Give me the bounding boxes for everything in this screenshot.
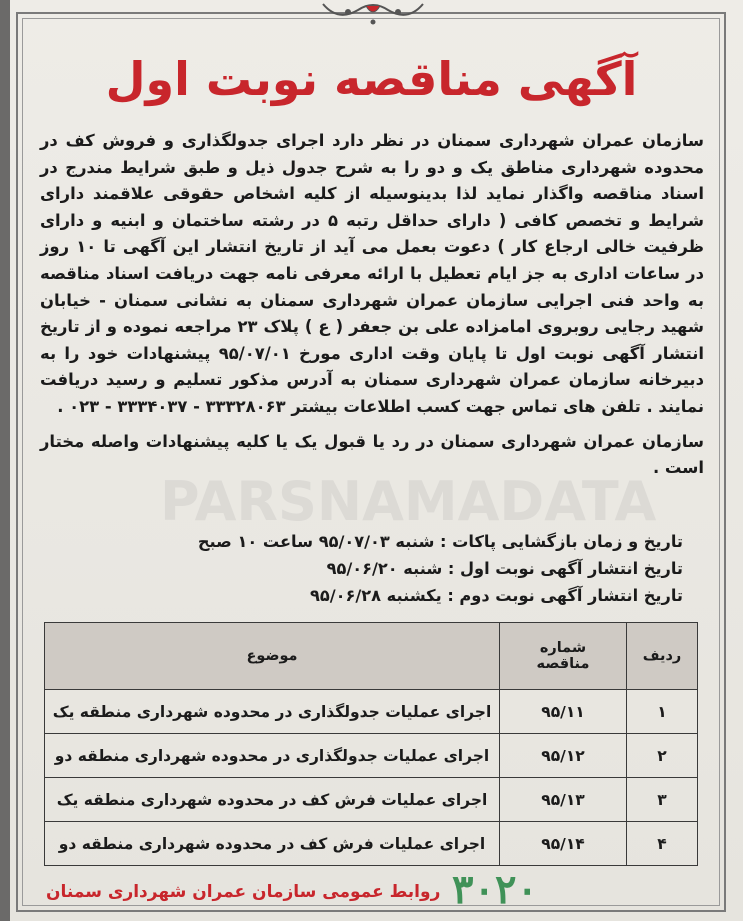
subject-cell: اجرای عملیات جدولگذاری در محدوده شهرداری منطقه دو [45,734,500,778]
ad-title: آگهی مناقصه نوبت اول [105,52,638,106]
watermark: PARSNAMADATA [160,470,657,533]
first-publish-date: تاریخ انتشار آگهی نوبت اول : شنبه ۹۵/۰۶/۲۰ [326,559,683,578]
row-number-cell: ۱ [627,690,698,734]
handwritten-stamp: ۳۰۲۰ [452,866,538,913]
header-row-number: ردیف [627,623,698,690]
row-number-cell: ۲ [627,734,698,778]
table-row [45,690,698,734]
subject-cell: اجرای عملیات فرش کف در محدوده شهرداری منطقه دو [45,822,500,866]
tender-number-cell: ۹۵/۱۲ [500,734,627,778]
decorative-ornament-icon [318,0,428,26]
table-header-row [45,623,698,690]
opening-date: تاریخ و زمان بازگشایی پاکات : شنبه ۹۵/۰۷/۰۳ ساعت ۱۰ صبح [197,532,683,551]
subject-cell: اجرای عملیات فرش کف در محدوده شهرداری منطقه یک [45,778,500,822]
header-tender-number [500,623,627,690]
table-row [45,822,698,866]
header-tender-number-line1: شماره [539,640,587,656]
subject-cell: اجرای عملیات جدولگذاری در محدوده شهرداری منطقه یک [45,690,500,734]
tender-number-cell: ۹۵/۱۴ [500,822,627,866]
ad-body [40,128,704,482]
ad-paragraph-main: سازمان عمران شهرداری سمنان در نظر دارد اجرای جدولگذاری و فروش کف در محدوده شهرداری مناطق یک و دو را به شرح جدول ذیل و طبق شرایط مندرج در اسناد مناقصه واگذار نماید لذا بدینوسیله از کلیه اشخاص حقوقی علاقمند دارای شرایط و تخصص کافی ( دارای حداقل رتبه ۵ در رشته ساختمان و ابنیه و دارای ظرفیت خالی ارجاع کار ) دعوت بعمل می آید از تاریخ انتشار این آگهی تا ۱۰ روز در ساعات اداری به جز ایام تعطیل با ارائه معرفی نامه جهت دریافت اسناد مناقصه به واحد فنی اجرایی سازمان عمران شهرداری سمنان به نشانی سمنان - خیابان شهید رجایی روبروی امامزاده علی بن جعفر ( ع ) پلاک ۲۳ مراجعه نموده و از تاریخ انتشار آگهی نوبت اول تا پایان وقت اداری مورخ ۹۵/۰۷/۰۱ پیشنهادات خود را به دبیرخانه سازمان عمران شهرداری سمنان به آدرس مذکور تسلیم و رسید دریافت نمایند . تلفن های تماس جهت کسب اطلاعات بیشتر ۳۳۳۲۸۰۶۳ - ۳۳۳۴۰۳۷ - ۰۲۳ . [40,131,704,416]
table-row [45,778,698,822]
footer-signature: روابط عمومی سازمان عمران شهرداری سمنان [46,882,441,902]
schedule-block [123,528,683,609]
table-row [45,734,698,778]
second-publish-date: تاریخ انتشار آگهی نوبت دوم : یکشنبه ۹۵/۰۶/۲۸ [309,586,683,605]
header-tender-number-line2: مناقصه [536,656,590,672]
page-edge-band [0,0,10,921]
row-number-cell: ۴ [627,822,698,866]
ad-paragraph-rights: سازمان عمران شهرداری سمنان در رد یا قبول یک یا کلیه پیشنهادات واصله مختار است . [40,431,704,478]
tender-number-cell: ۹۵/۱۳ [500,778,627,822]
tenders-table [44,622,698,866]
tender-number-cell: ۹۵/۱۱ [500,690,627,734]
row-number-cell: ۳ [627,778,698,822]
header-subject: موضوع [45,623,500,690]
